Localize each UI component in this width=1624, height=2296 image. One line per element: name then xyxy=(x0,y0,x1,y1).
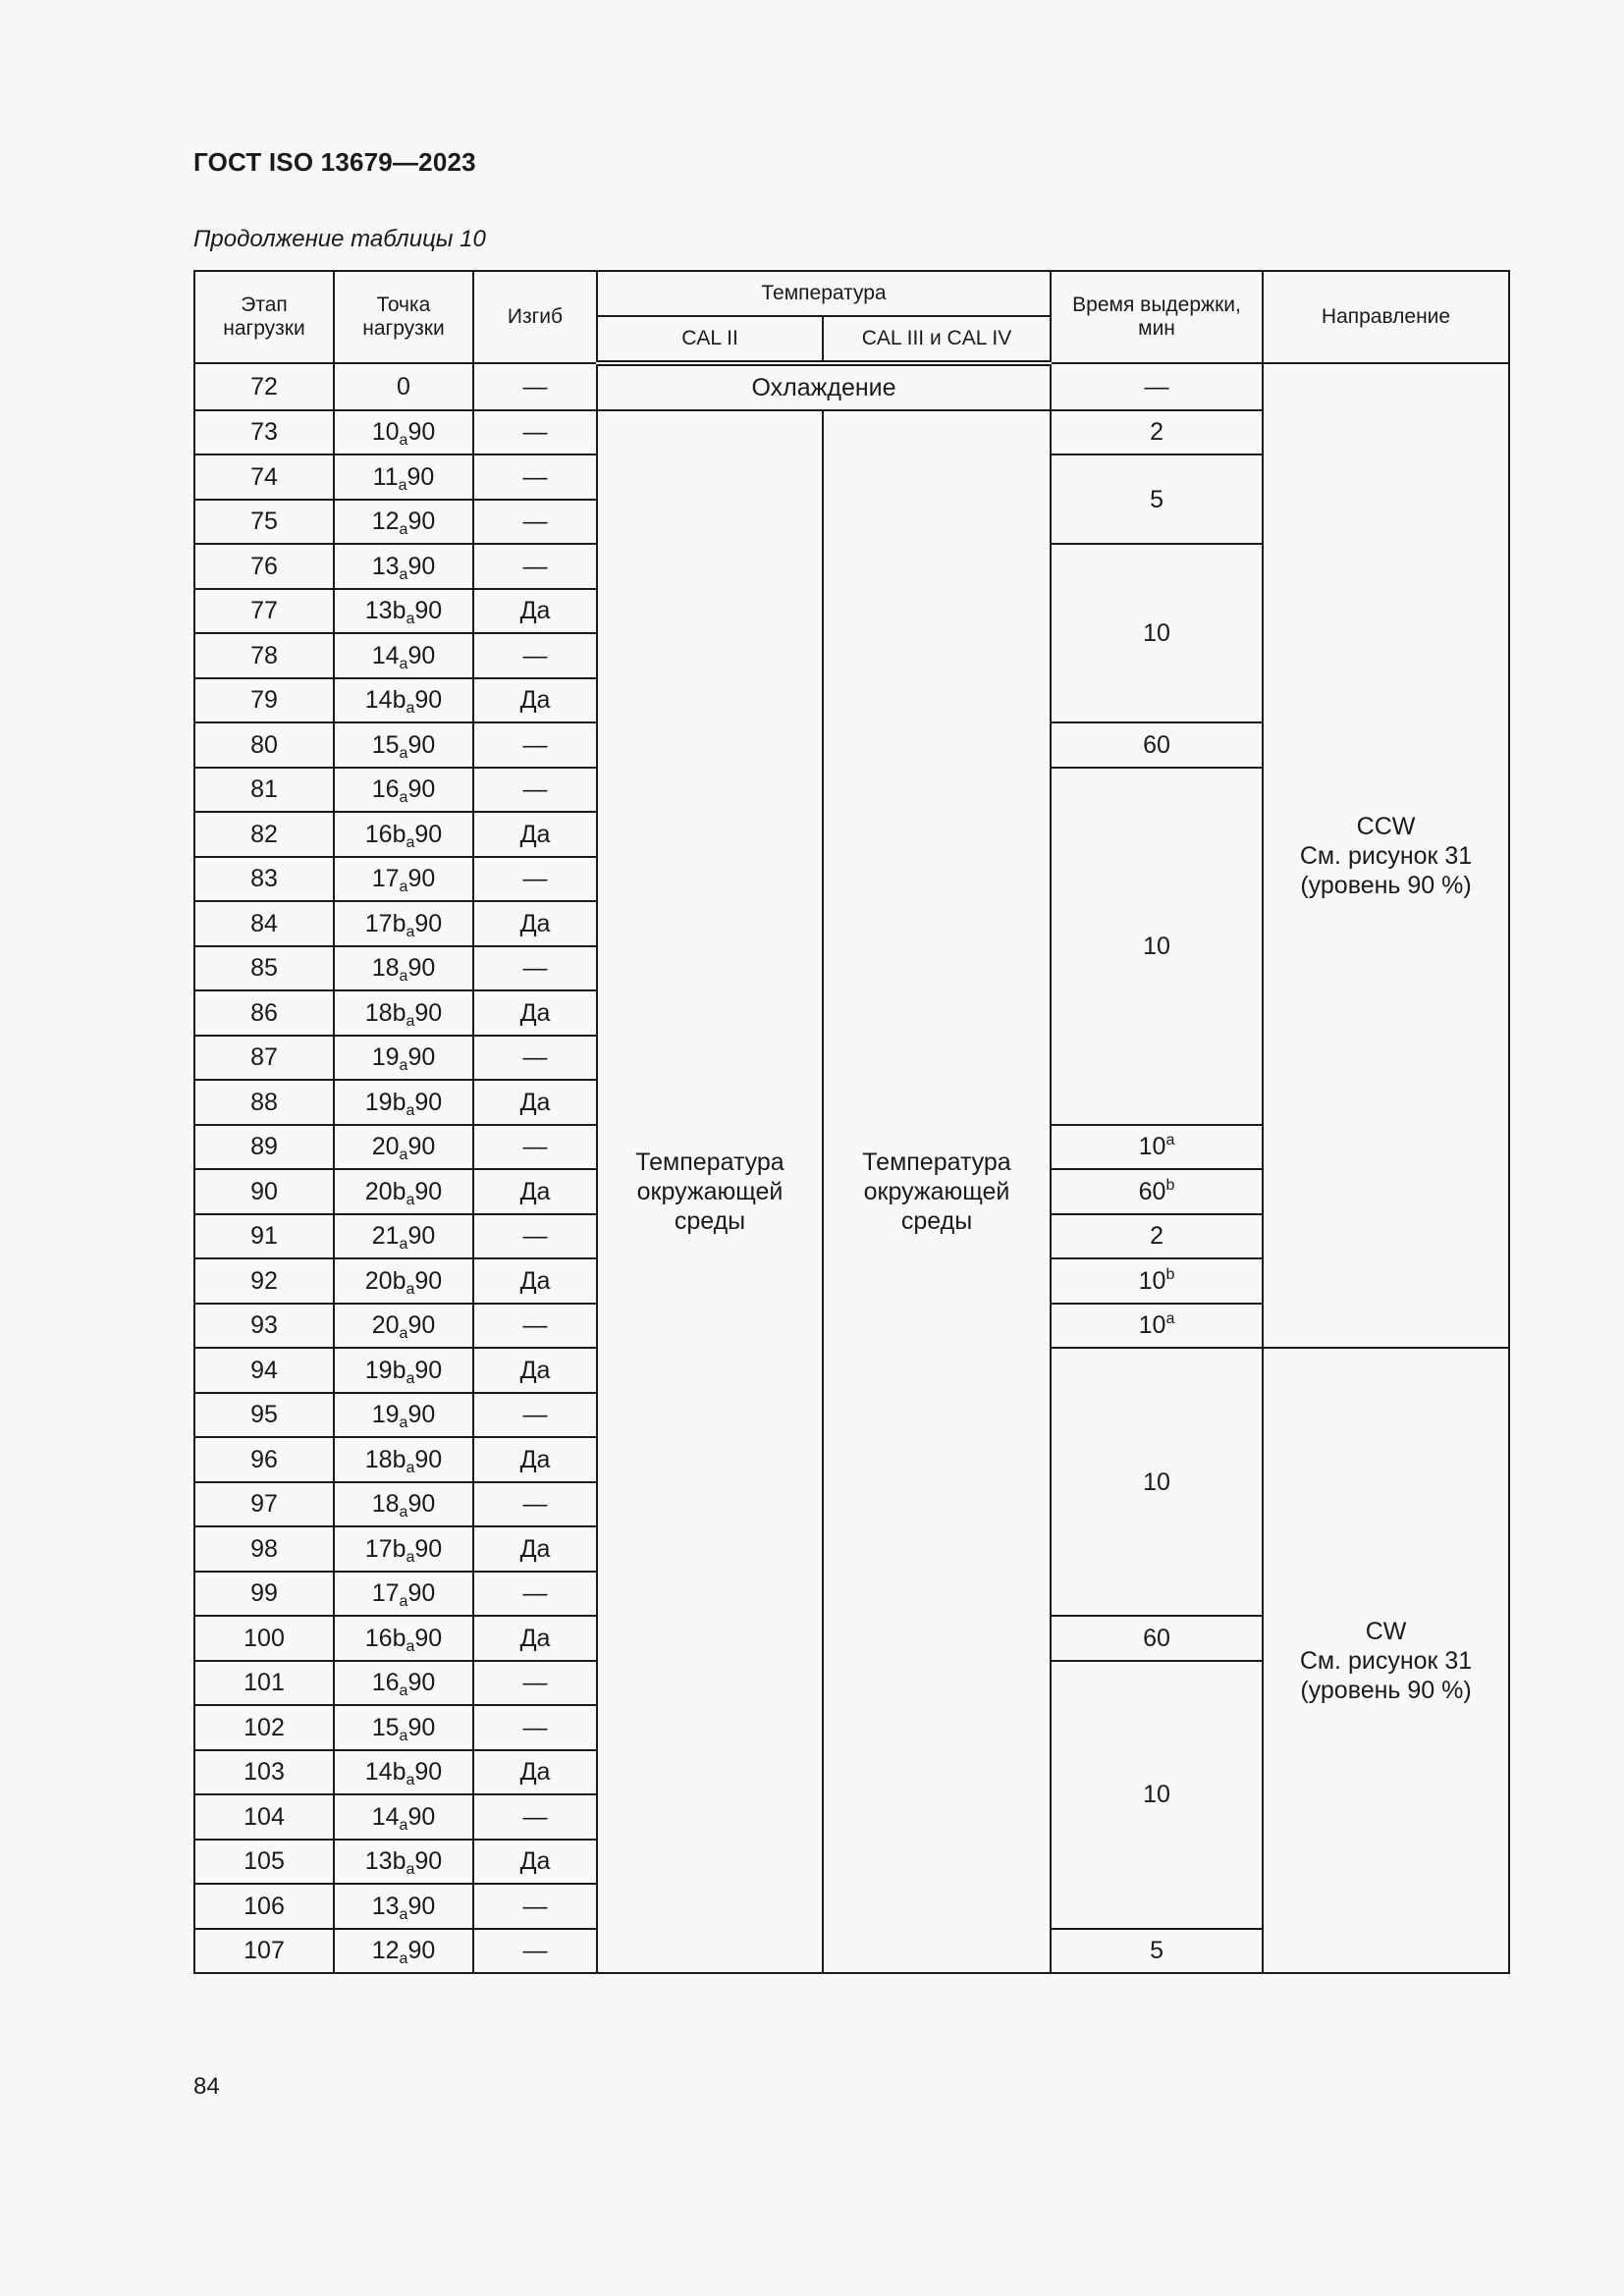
load-point-subscript: a xyxy=(406,833,415,851)
load-point-subscript: a xyxy=(399,432,408,450)
cell-hold-time xyxy=(1051,1616,1263,1661)
cell-cooling: Охлаждение xyxy=(597,363,1051,410)
cell-load-point xyxy=(334,1526,473,1572)
cell-bend: — xyxy=(473,1393,597,1438)
cell-load-point xyxy=(334,722,473,768)
load-point-subscript: a xyxy=(406,1772,415,1789)
cell-stage: 82 xyxy=(194,812,334,857)
cell-hold-time xyxy=(1051,363,1263,410)
cell-load-point xyxy=(334,1348,473,1393)
load-point-subscript: a xyxy=(399,1950,408,1968)
table-row xyxy=(194,363,1509,410)
cell-load-point xyxy=(334,1929,473,1974)
cell-direction: CCW См. рисунок 31 (уровень 90 %) xyxy=(1263,363,1509,1348)
load-point-subscript: a xyxy=(399,1147,408,1164)
cell-hold-time xyxy=(1051,454,1263,544)
load-point-main: 17b xyxy=(364,1534,406,1563)
load-point-tail: 90 xyxy=(407,1579,436,1608)
cell-hold-time xyxy=(1051,768,1263,1125)
cell-bend: — xyxy=(473,1036,597,1081)
cell-stage: 85 xyxy=(194,946,334,991)
cell-stage: 74 xyxy=(194,454,334,500)
load-point-tail: 90 xyxy=(414,1088,443,1116)
load-point-subscript: a xyxy=(406,1548,415,1566)
hold-time-value: 60 xyxy=(1143,730,1170,759)
cell-load-point xyxy=(334,589,473,634)
hold-time-value: 10 xyxy=(1143,932,1170,960)
load-point-tail: 90 xyxy=(414,686,443,715)
load-point-tail: 90 xyxy=(407,1401,436,1429)
cell-load-point xyxy=(334,1884,473,1929)
cell-load-point xyxy=(334,1393,473,1438)
load-point-main: 13b xyxy=(364,597,406,625)
cell-bend: Да xyxy=(473,1437,597,1482)
page-number: 84 xyxy=(193,2073,220,2100)
load-point-main: 12 xyxy=(371,1937,400,1965)
load-point-subscript: a xyxy=(406,1101,415,1119)
cell-stage: 86 xyxy=(194,990,334,1036)
load-point-subscript: a xyxy=(399,521,408,539)
load-point-tail: 90 xyxy=(407,954,436,983)
column-header-cal2: CAL II xyxy=(597,316,823,363)
load-point-subscript: a xyxy=(399,565,408,583)
cell-stage: 88 xyxy=(194,1080,334,1125)
load-point-main: 18b xyxy=(364,1445,406,1473)
table-caption: Продолжение таблицы 10 xyxy=(193,226,486,252)
data-table xyxy=(193,270,1510,1974)
load-point-subscript: a xyxy=(406,1861,415,1879)
cell-bend: — xyxy=(473,410,597,455)
cell-stage: 95 xyxy=(194,1393,334,1438)
load-point-main: 17b xyxy=(364,909,406,937)
cell-bend: — xyxy=(473,544,597,589)
column-header-point: Точка нагрузки xyxy=(334,271,473,363)
cell-hold-time xyxy=(1051,722,1263,768)
cell-bend: Да xyxy=(473,1750,597,1795)
load-point-tail: 90 xyxy=(407,1669,436,1697)
load-point-subscript: a xyxy=(399,1727,408,1744)
cell-stage: 106 xyxy=(194,1884,334,1929)
load-point-tail: 90 xyxy=(414,1266,443,1295)
cell-bend: Да xyxy=(473,1169,597,1214)
cell-load-point xyxy=(334,768,473,813)
cell-load-point xyxy=(334,901,473,946)
load-point-subscript: a xyxy=(399,655,408,672)
load-point-tail: 90 xyxy=(414,1624,443,1652)
load-point-main: 15 xyxy=(371,730,400,759)
cell-stage: 100 xyxy=(194,1616,334,1661)
load-point-subscript: a xyxy=(399,1057,408,1075)
cell-load-point xyxy=(334,857,473,902)
cell-stage: 84 xyxy=(194,901,334,946)
cell-bend: Да xyxy=(473,901,597,946)
cell-hold-time xyxy=(1051,1258,1263,1304)
load-point-main: 16b xyxy=(364,1624,406,1652)
cell-direction: CW См. рисунок 31 (уровень 90 %) xyxy=(1263,1348,1509,1973)
hold-time-value: 10 xyxy=(1138,1133,1166,1161)
load-point-main: 13 xyxy=(371,1892,400,1920)
cell-load-point xyxy=(334,946,473,991)
cell-bend: Да xyxy=(473,1080,597,1125)
load-point-subscript: a xyxy=(399,1816,408,1834)
load-point-tail: 90 xyxy=(414,1177,443,1205)
hold-time-footnote-mark: a xyxy=(1165,1132,1175,1149)
hold-time-value: 2 xyxy=(1150,418,1164,447)
cell-stage: 91 xyxy=(194,1214,334,1259)
load-point-main: 19b xyxy=(364,1088,406,1116)
cell-load-point xyxy=(334,1840,473,1885)
load-point-main: 0 xyxy=(397,372,410,400)
hold-time-value: 60 xyxy=(1143,1624,1170,1652)
hold-time-value: 2 xyxy=(1150,1222,1164,1251)
load-point-main: 18 xyxy=(371,1490,400,1519)
cell-bend: Да xyxy=(473,1526,597,1572)
load-point-tail: 90 xyxy=(407,641,436,669)
cell-hold-time xyxy=(1051,410,1263,455)
load-point-tail: 90 xyxy=(407,1043,436,1072)
cell-hold-time xyxy=(1051,1169,1263,1214)
cell-load-point xyxy=(334,1080,473,1125)
load-point-subscript: a xyxy=(399,1593,408,1611)
cell-stage: 92 xyxy=(194,1258,334,1304)
load-point-main: 14b xyxy=(364,686,406,715)
cell-bend: — xyxy=(473,722,597,768)
cell-bend: — xyxy=(473,1572,597,1617)
load-point-main: 17 xyxy=(371,865,400,893)
load-point-main: 11 xyxy=(372,462,399,491)
document-title: ГОСТ ISO 13679—2023 xyxy=(193,147,476,177)
column-header-bend: Изгиб xyxy=(473,271,597,363)
column-header-cal34: CAL III и CAL IV xyxy=(823,316,1051,363)
cell-bend: Да xyxy=(473,1348,597,1393)
load-point-tail: 90 xyxy=(407,418,436,447)
load-point-subscript: a xyxy=(406,1369,415,1387)
load-point-tail: 90 xyxy=(414,1356,443,1384)
load-point-tail: 90 xyxy=(407,1222,436,1251)
cell-ambient-cal2: Температура окружающей среды xyxy=(597,410,823,1974)
cell-stage: 107 xyxy=(194,1929,334,1974)
cell-stage: 79 xyxy=(194,678,334,723)
cell-bend: — xyxy=(473,946,597,991)
cell-load-point xyxy=(334,1437,473,1482)
cell-stage: 89 xyxy=(194,1125,334,1170)
cell-bend: — xyxy=(473,1794,597,1840)
load-point-tail: 90 xyxy=(407,1490,436,1519)
cell-load-point xyxy=(334,410,473,455)
load-point-tail: 90 xyxy=(407,1937,436,1965)
load-point-main: 18b xyxy=(364,998,406,1027)
cell-stage: 90 xyxy=(194,1169,334,1214)
cell-stage: 105 xyxy=(194,1840,334,1885)
cell-load-point xyxy=(334,363,473,410)
column-header-direction: Направление xyxy=(1263,271,1509,363)
cell-load-point xyxy=(334,1705,473,1750)
load-point-subscript: a xyxy=(399,789,408,807)
cell-bend: — xyxy=(473,1214,597,1259)
cell-load-point xyxy=(334,1125,473,1170)
cell-load-point xyxy=(334,1036,473,1081)
load-point-subscript: a xyxy=(399,1236,408,1254)
cell-hold-time xyxy=(1051,544,1263,722)
load-point-tail: 90 xyxy=(407,1892,436,1920)
load-point-tail: 90 xyxy=(414,909,443,937)
load-point-subscript: a xyxy=(399,879,408,896)
load-point-subscript: a xyxy=(399,744,408,762)
hold-time-value: 5 xyxy=(1150,485,1164,513)
load-point-tail: 90 xyxy=(407,552,436,580)
load-point-subscript: a xyxy=(399,1682,408,1700)
load-point-subscript: a xyxy=(399,1415,408,1432)
cell-load-point xyxy=(334,1572,473,1617)
cell-stage: 93 xyxy=(194,1304,334,1349)
cell-load-point xyxy=(334,1169,473,1214)
load-point-subscript: a xyxy=(406,611,415,628)
load-point-main: 16 xyxy=(371,775,400,804)
cell-load-point xyxy=(334,1750,473,1795)
load-point-tail: 90 xyxy=(414,1847,443,1876)
cell-bend: — xyxy=(473,1304,597,1349)
cell-stage: 78 xyxy=(194,633,334,678)
cell-bend: — xyxy=(473,633,597,678)
cell-bend: — xyxy=(473,500,597,545)
cell-stage: 81 xyxy=(194,768,334,813)
cell-load-point xyxy=(334,1214,473,1259)
load-point-main: 13b xyxy=(364,1847,406,1876)
cell-bend: — xyxy=(473,454,597,500)
load-point-main: 20 xyxy=(371,1133,400,1161)
load-point-tail: 90 xyxy=(414,1445,443,1473)
hold-time-value: 10 xyxy=(1138,1311,1166,1340)
load-point-subscript: a xyxy=(406,1637,415,1655)
cell-stage: 104 xyxy=(194,1794,334,1840)
hold-time-value: — xyxy=(1144,372,1169,400)
load-point-subscript: a xyxy=(399,1325,408,1343)
hold-time-value: 60 xyxy=(1138,1177,1166,1205)
load-point-tail: 90 xyxy=(407,1311,436,1340)
cell-bend: — xyxy=(473,857,597,902)
load-point-subscript: a xyxy=(406,1191,415,1208)
load-point-subscript: a xyxy=(399,968,408,986)
load-point-tail: 90 xyxy=(407,775,436,804)
load-point-main: 18 xyxy=(371,954,400,983)
load-point-subscript: a xyxy=(406,1280,415,1298)
cell-stage: 87 xyxy=(194,1036,334,1081)
load-point-main: 15 xyxy=(371,1713,400,1741)
column-header-stage: Этап нагрузки xyxy=(194,271,334,363)
column-header-temperature: Температура xyxy=(597,271,1051,316)
load-point-main: 16 xyxy=(371,1669,400,1697)
load-point-tail: 90 xyxy=(414,597,443,625)
load-point-tail: 90 xyxy=(414,1758,443,1787)
load-point-subscript: a xyxy=(406,1459,415,1476)
cell-load-point xyxy=(334,454,473,500)
cell-hold-time xyxy=(1051,1304,1263,1349)
load-point-tail: 90 xyxy=(407,865,436,893)
cell-bend: — xyxy=(473,1482,597,1527)
cell-bend: — xyxy=(473,1929,597,1974)
load-point-main: 14 xyxy=(371,1802,400,1831)
load-point-main: 14 xyxy=(371,641,400,669)
load-point-main: 19 xyxy=(371,1043,400,1072)
load-point-main: 13 xyxy=(371,552,400,580)
load-point-main: 20 xyxy=(371,1311,400,1340)
load-point-tail: 90 xyxy=(407,1713,436,1741)
hold-time-value: 10 xyxy=(1143,1468,1170,1496)
cell-bend: — xyxy=(473,1884,597,1929)
cell-stage: 103 xyxy=(194,1750,334,1795)
cell-stage: 72 xyxy=(194,363,334,410)
load-point-tail: 90 xyxy=(414,820,443,848)
load-point-main: 19 xyxy=(371,1401,400,1429)
load-point-main: 21 xyxy=(371,1222,400,1251)
load-point-main: 17 xyxy=(371,1579,400,1608)
load-point-tail: 90 xyxy=(407,730,436,759)
load-point-tail: 90 xyxy=(414,998,443,1027)
load-point-main: 19b xyxy=(364,1356,406,1384)
load-point-main: 16b xyxy=(364,820,406,848)
hold-time-footnote-mark: b xyxy=(1165,1176,1175,1194)
load-point-subscript: a xyxy=(406,700,415,718)
cell-hold-time xyxy=(1051,1661,1263,1929)
load-point-tail: 90 xyxy=(407,1802,436,1831)
cell-bend: Да xyxy=(473,1258,597,1304)
cell-bend: — xyxy=(473,1705,597,1750)
cell-bend: Да xyxy=(473,678,597,723)
load-point-main: 12 xyxy=(371,507,400,536)
hold-time-value: 10 xyxy=(1138,1266,1166,1295)
cell-stage: 83 xyxy=(194,857,334,902)
cell-bend: — xyxy=(473,363,597,410)
hold-time-footnote-mark: b xyxy=(1165,1265,1175,1283)
load-point-tail: 90 xyxy=(414,1534,443,1563)
cell-hold-time xyxy=(1051,1348,1263,1616)
cell-hold-time xyxy=(1051,1929,1263,1974)
cell-bend: Да xyxy=(473,1616,597,1661)
load-point-subscript: a xyxy=(398,476,407,494)
load-point-subscript: a xyxy=(399,1905,408,1923)
load-point-tail: 90 xyxy=(406,462,435,491)
load-point-subscript: a xyxy=(399,1504,408,1522)
cell-load-point xyxy=(334,500,473,545)
hold-time-footnote-mark: a xyxy=(1165,1310,1175,1328)
cell-stage: 99 xyxy=(194,1572,334,1617)
cell-stage: 96 xyxy=(194,1437,334,1482)
cell-bend: Да xyxy=(473,589,597,634)
load-point-tail: 90 xyxy=(407,507,436,536)
cell-hold-time xyxy=(1051,1125,1263,1170)
cell-stage: 97 xyxy=(194,1482,334,1527)
cell-load-point xyxy=(334,1482,473,1527)
load-point-subscript: a xyxy=(406,923,415,940)
cell-bend: Да xyxy=(473,1840,597,1885)
cell-stage: 94 xyxy=(194,1348,334,1393)
cell-load-point xyxy=(334,1304,473,1349)
cell-load-point xyxy=(334,990,473,1036)
load-point-subscript: a xyxy=(406,1012,415,1030)
cell-bend: Да xyxy=(473,990,597,1036)
table-body xyxy=(194,363,1509,1973)
cell-stage: 80 xyxy=(194,722,334,768)
cell-stage: 77 xyxy=(194,589,334,634)
load-point-main: 20b xyxy=(364,1266,406,1295)
cell-ambient-cal34: Температура окружающей среды xyxy=(823,410,1051,1974)
cell-load-point xyxy=(334,633,473,678)
load-point-main: 10 xyxy=(371,418,400,447)
cell-stage: 98 xyxy=(194,1526,334,1572)
cell-bend: — xyxy=(473,768,597,813)
cell-load-point xyxy=(334,678,473,723)
cell-load-point xyxy=(334,1661,473,1706)
cell-bend: — xyxy=(473,1661,597,1706)
load-point-main: 20b xyxy=(364,1177,406,1205)
load-point-tail: 90 xyxy=(407,1133,436,1161)
cell-stage: 102 xyxy=(194,1705,334,1750)
cell-bend: — xyxy=(473,1125,597,1170)
cell-load-point xyxy=(334,1616,473,1661)
hold-time-value: 5 xyxy=(1150,1937,1164,1965)
hold-time-value: 10 xyxy=(1143,619,1170,647)
cell-load-point xyxy=(334,1258,473,1304)
cell-load-point xyxy=(334,1794,473,1840)
cell-stage: 75 xyxy=(194,500,334,545)
cell-stage: 76 xyxy=(194,544,334,589)
cell-load-point xyxy=(334,812,473,857)
cell-stage: 101 xyxy=(194,1661,334,1706)
cell-stage: 73 xyxy=(194,410,334,455)
hold-time-value: 10 xyxy=(1143,1781,1170,1808)
column-header-hold-time: Время выдержки, мин xyxy=(1051,271,1263,363)
cell-hold-time xyxy=(1051,1214,1263,1259)
cell-bend: Да xyxy=(473,812,597,857)
cell-load-point xyxy=(334,544,473,589)
load-point-main: 14b xyxy=(364,1758,406,1787)
